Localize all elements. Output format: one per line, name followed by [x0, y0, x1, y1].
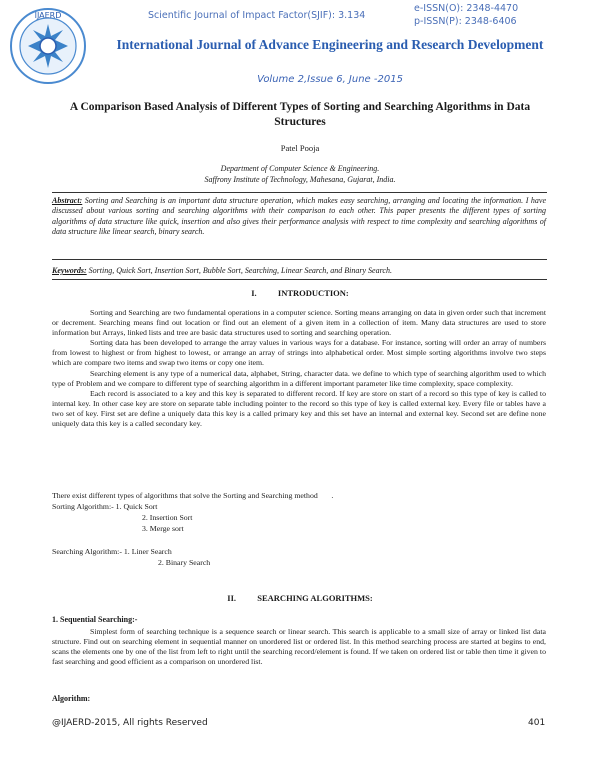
sorting-algorithm-3: 3. Merge sort	[142, 524, 184, 533]
affiliation-department: Department of Computer Science & Engineering.	[220, 164, 380, 173]
impact-factor: Scientific Journal of Impact Factor(SJIF): 3.134	[148, 10, 366, 21]
intro-paragraph-4: Each record is associated to a key and this key is separated to different record. If key are store on start of a record so this type of key is called to internal key. In other case key are store on separate table including pointer to the record so this type of key is called external key. Every file or tables have a two set of key. First set are define a uniquely data this key is a called primary key and this set have an internal and external key. Second set are define none uniquely data this key is a called secondary key.	[52, 388, 546, 429]
author: Patel Pooja	[280, 143, 320, 153]
abstract-text: Sorting and Searching is an important data structure operation, which makes easy searching, arranging and locating the information. I have discussed about various sorting and searching algorithms with their comparison to each other. This paper presents the different types of sorting algorithms of data structure like quick, insertion and also gives their performance analysis with respect to time complexity and searching algorithms of data structure like linear search, binary search.	[52, 196, 546, 237]
algorithm-label: Algorithm:	[52, 694, 91, 703]
abstract	[52, 196, 546, 238]
algorithms-intro: There exist different types of algorithms that solve the Sorting and Searching method .	[52, 491, 334, 500]
affiliation-institute: Saffrony Institute of Technology, Mahesana, Gujarat, India.	[204, 175, 396, 184]
issn-online: e-ISSN(O): 2348-4470	[414, 3, 519, 14]
intro-paragraph-3: Searching element is any type of a numerical data, alphabet, String, character data. we define to which type of searching algorithm used to which type of Problem and we compare to different type of searching algorithm in a different important parameter like time complexity, space complexity.	[52, 368, 546, 388]
keywords	[52, 266, 546, 275]
journal-logo	[8, 6, 88, 86]
sorting-algorithm-1: Sorting Algorithm:- 1. Quick Sort	[52, 502, 158, 511]
subheading-sequential-searching: 1. Sequential Searching:-	[52, 615, 138, 624]
affiliation	[0, 163, 600, 185]
footer-copyright: @IJAERD-2015, All rights Reserved	[52, 718, 208, 728]
intro-paragraph-2: Sorting data has been developed to arrange the array values in various ways for a database. For instance, sorting will order an array of numbers from lowest to highest or from highest to lowest, or arrange an array of strings into alphabetical order. Most simple sorting algorithms involve two steps which are compare two items and swap two items or copy one item.	[52, 338, 546, 368]
sequential-search-body	[52, 627, 546, 667]
introduction-body	[52, 308, 546, 429]
svg-text:IJAERD: IJAERD	[34, 11, 62, 20]
keywords-label: Keywords:	[52, 266, 87, 275]
sorting-algorithm-2: 2. Insertion Sort	[142, 513, 193, 522]
paper-title: A Comparison Based Analysis of Different Types of Sorting and Searching Algorithms in Data Structures	[69, 101, 531, 128]
section-heading-searching: II. SEARCHING ALGORITHMS:	[227, 593, 373, 603]
section-heading-introduction: I. INTRODUCTION:	[251, 288, 349, 298]
keywords-text: Sorting, Quick Sort, Insertion Sort, Bubble Sort, Searching, Linear Search, and Binary Search.	[86, 266, 392, 275]
searching-algorithm-2: 2. Binary Search	[158, 558, 211, 567]
intro-paragraph-1: Sorting and Searching are two fundamental operations in a computer science. Sorting means arranging on data in given order such that increment or decrement. Searching means find out location or find out an element of a given item in a collection of item. Many data structures are used to store information but Arrays, linked lists and tree are basic data structures used to sorting and searching operation.	[52, 308, 546, 338]
searching-algorithm-1: Searching Algorithm:- 1. Liner Search	[52, 547, 172, 556]
abstract-label: Abstract:	[52, 196, 83, 205]
volume-issue: Volume 2,Issue 6, June -2015	[257, 74, 403, 85]
divider-middle	[52, 259, 547, 260]
journal-title: International Journal of Advance Engineering and Research Development	[116, 37, 544, 52]
divider-top	[52, 192, 547, 193]
sequential-paragraph: Simplest form of searching technique is a sequence search or linear search. This search is applicable to a small size of array or linked list data structure. Find out on searching element in sequential manner on unordered list or ordered list. In this method searching process are started at begins to end, scans the elements one by one of the list from left to right until the searching record/element is found. If we taken on ordered list or table then time it given to fast searching and good efficient as a comparison on unordered list.	[52, 627, 546, 667]
divider-bottom	[52, 279, 547, 280]
page-number: 401	[528, 718, 546, 728]
issn-print: p-ISSN(P): 2348-6406	[414, 16, 517, 27]
